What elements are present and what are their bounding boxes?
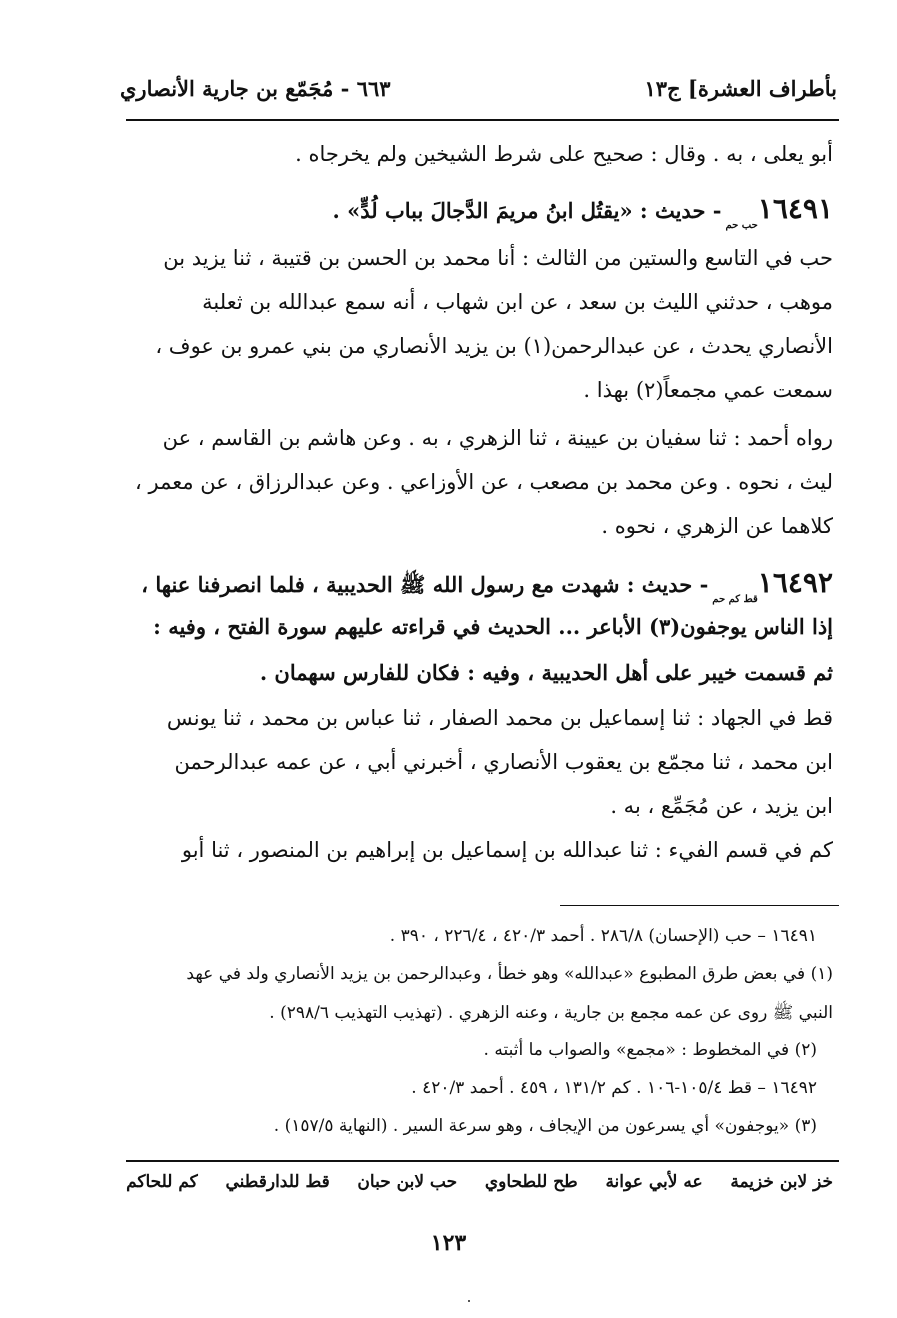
footnote-line: النبي ﷺ روى عن عمه مجمع بن جارية ، وعنه الزهري . (تهذيب التهذيب ٢٩٨/٦) . (269, 1003, 833, 1023)
source-codes: حب حم (725, 220, 758, 231)
footnote-line: ١٦٤٩٢ – قط ١٠٥/٤-١٠٦ . كم ١٣١/٢ ، ٤٥٩ . أحمد ٤٢٠/٣ . (411, 1078, 817, 1098)
text-line: كلاهما عن الزهري ، نحوه . (601, 514, 833, 538)
text-line: رواه أحمد : ثنا سفيان بن عيينة ، ثنا الزهري ، به . وعن هاشم بن القاسم ، عن (162, 426, 833, 450)
text-line: الأنصاري يحدث ، عن عبدالرحمن(١) بن يزيد الأنصاري من بني عمرو بن عوف ، (155, 334, 833, 358)
footnote-line: (٣) «يوجفون» أي يسرعون من الإيجاف ، وهو سرعة السير . (النهاية ١٥٧/٥) . (273, 1116, 817, 1136)
source-codes: قط كم حم (712, 594, 758, 605)
text-line: ابن محمد ، ثنا مجمّع بن يعقوب الأنصاري ، أخبرني أبي ، عن عمه عبدالرحمن (174, 750, 833, 774)
legend-item: طح للطحاوي (484, 1172, 578, 1192)
footnote-line: (١) في بعض طرق المطبوع «عبدالله» وهو خطأ ، وعبدالرحمن بن يزيد الأنصاري ولد في عهد (186, 964, 833, 984)
scan-speck (468, 1300, 470, 1302)
legend-divider (126, 1160, 839, 1162)
running-header (120, 68, 837, 108)
text-line: ثم قسمت خيبر على أهل الحديبية ، وفيه : فكان للفارس سهمان . (259, 660, 833, 685)
hadith-heading-16491 (126, 192, 833, 231)
hadith-text: - حديث : «يقتُل ابنُ مريمَ الدَّجالَ بباب لُدٍّ» . (332, 198, 722, 223)
text-line: قط في الجهاد : ثنا إسماعيل بن محمد الصفار ، ثنا عباس بن محمد ، ثنا يونس (166, 706, 833, 730)
text-line: أبو يعلى ، به . وقال : صحيح على شرط الشيخين ولم يخرجاه . (295, 142, 833, 166)
footnote-line: ١٦٤٩١ – حب (الإحسان) ٢٨٦/٨ . أحمد ٤٢٠/٣ ، ٢٢٦/٤ ، ٣٩٠ . (389, 926, 817, 946)
legend-item: خز لابن خزيمة (730, 1172, 833, 1192)
text-line: ليث ، نحوه . وعن محمد بن مصعب ، عن الأوزاعي . وعن عبدالرزاق ، عن معمر ، (135, 470, 833, 494)
hadith-number: ١٦٤٩١ (757, 192, 833, 225)
hadith-text: - حديث : شهدت مع رسول الله ﷺ الحديبية ، فلما انصرفنا عنها ، (141, 572, 709, 597)
text-line: كم في قسم الفيء : ثنا عبدالله بن إسماعيل بن إبراهيم بن المنصور ، ثنا أبو (181, 838, 833, 862)
legend-item: قط للدارقطني (225, 1172, 330, 1192)
header-left-title: ٦٦٣ - مُجَمّع بن جارية الأنصاري (120, 75, 391, 101)
header-right-title: بأطراف العشرة] ج١٣ (644, 75, 837, 101)
text-line: سمعت عمي مجمعاً(٢) بهذا . (583, 378, 833, 402)
legend-item: حب لابن حبان (357, 1172, 458, 1192)
header-divider (126, 119, 839, 121)
hadith-number: ١٦٤٩٢ (757, 566, 833, 599)
legend-item: كم للحاكم (126, 1172, 198, 1192)
legend-item: عه لأبي عوانة (605, 1172, 703, 1192)
abbreviation-legend (126, 1172, 833, 1192)
hadith-heading-16492 (126, 566, 833, 603)
text-line: موهب ، حدثني الليث بن سعد ، عن ابن شهاب ، أنه سمع عبدالله بن ثعلبة (202, 290, 833, 314)
page-number: ١٢٣ (430, 1230, 467, 1256)
footnote-divider (560, 905, 839, 906)
text-line: إذا الناس يوجفون(٣) الأباعر ... الحديث في قراءته عليهم سورة الفتح ، وفيه : (153, 614, 833, 639)
footnote-line: (٢) في المخطوط : «مجمع» والصواب ما أثبته . (483, 1040, 817, 1060)
text-line: ابن يزيد ، عن مُجَمِّع ، به . (610, 794, 833, 818)
text-line: حب في التاسع والستين من الثالث : أنا محمد بن الحسن بن قتيبة ، ثنا يزيد بن (163, 246, 833, 270)
